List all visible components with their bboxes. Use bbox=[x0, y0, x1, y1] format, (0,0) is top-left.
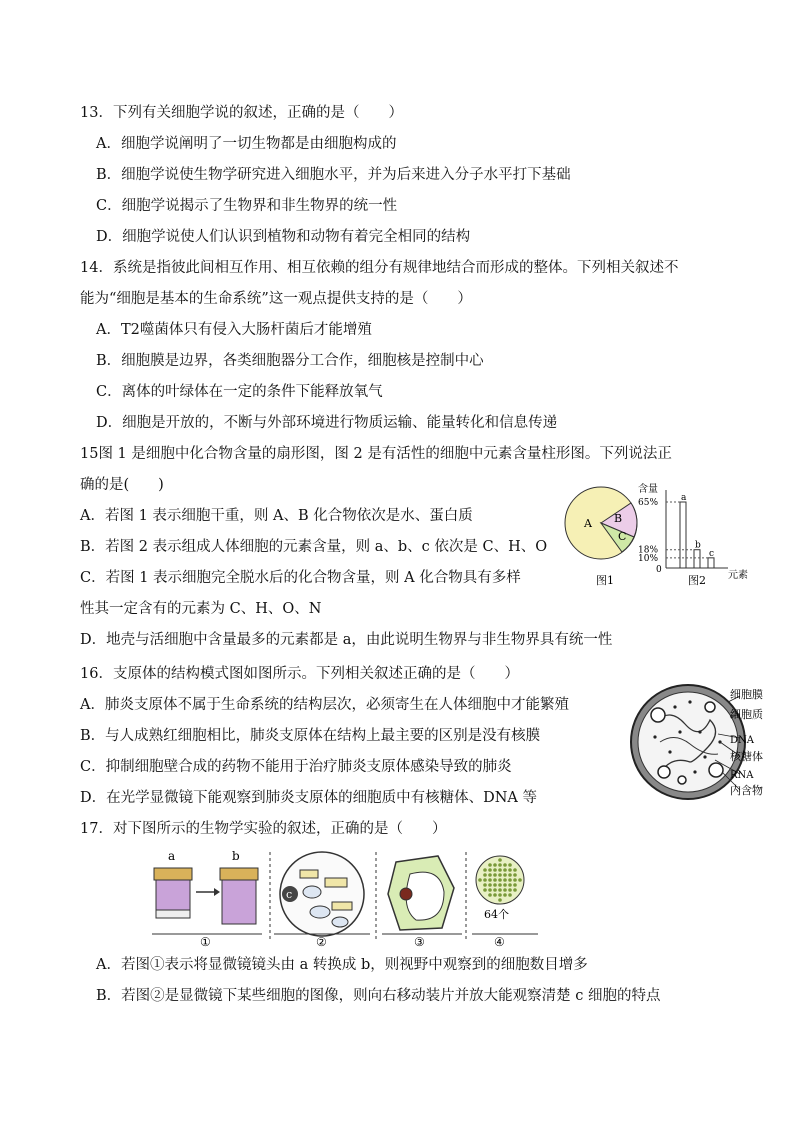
q15-bar-chart bbox=[638, 482, 748, 587]
cell-label-c: c bbox=[286, 888, 293, 901]
lens-a-body bbox=[156, 880, 190, 910]
cell-dot bbox=[503, 878, 507, 882]
arrow-head-icon bbox=[214, 888, 220, 896]
q13-option-b: B．细胞学说使生物学研究进入细胞水平，并为后来进入分子水平打下基础 bbox=[96, 167, 571, 183]
q14-option-b: B．细胞膜是边界，各类细胞器分工合作，细胞核是控制中心 bbox=[96, 353, 484, 369]
q17-figure bbox=[150, 848, 540, 948]
pie-label-b: B bbox=[614, 512, 623, 525]
cell-dot bbox=[493, 878, 497, 882]
q13-option-d: D．细胞学说使人们认识到植物和动物有着完全相同的结构 bbox=[96, 229, 471, 245]
lens-a-cap bbox=[154, 868, 192, 880]
fig2-caption: 图2 bbox=[688, 574, 706, 587]
label-dna: DNA bbox=[730, 735, 754, 746]
cell-dot bbox=[483, 878, 487, 882]
cell-dot bbox=[503, 888, 507, 892]
q16-option-b: B．与人成熟红细胞相比，肺炎支原体在结构上最主要的区别是没有核膜 bbox=[80, 728, 541, 744]
q13-option-c: C．细胞学说揭示了生物界和非生物界的统一性 bbox=[96, 198, 398, 214]
cell-dot bbox=[478, 878, 482, 882]
cell-dot bbox=[508, 878, 512, 882]
cell-dot bbox=[483, 888, 487, 892]
lens-b-cap bbox=[220, 868, 258, 880]
inclusion-body bbox=[651, 708, 665, 722]
bar-c bbox=[708, 558, 714, 568]
bar-label-a: a bbox=[681, 493, 687, 503]
y-tick-label: 18% bbox=[638, 545, 659, 556]
q15-figure bbox=[562, 480, 762, 590]
cell-dot bbox=[488, 878, 492, 882]
cell bbox=[332, 917, 348, 927]
q15-option-b: B．若图 2 表示组成人体细胞的元素含量，则 a、b、c 依次是 C、H、O bbox=[80, 539, 548, 555]
cell-dot bbox=[498, 893, 502, 897]
lens-b-body bbox=[222, 880, 256, 924]
y-axis-label: 含量 bbox=[638, 484, 658, 495]
cell bbox=[300, 870, 318, 878]
cell bbox=[332, 902, 352, 910]
cell-dot bbox=[488, 873, 492, 877]
q14-option-a: A．T2噬菌体只有侵入大肠杆菌后才能增殖 bbox=[96, 322, 372, 338]
q13-stem: 13．下列有关细胞学说的叙述，正确的是（ ） bbox=[80, 105, 403, 121]
cell-dot bbox=[513, 873, 517, 877]
cell-dot bbox=[508, 873, 512, 877]
pie-label-c: C bbox=[618, 530, 627, 543]
cell-dot bbox=[498, 863, 502, 867]
panel-3-plant-cell bbox=[382, 856, 462, 948]
cell-dot bbox=[483, 868, 487, 872]
fig1-caption: 图1 bbox=[596, 574, 614, 587]
origin-label: 0 bbox=[656, 565, 662, 575]
q16-option-d: D．在光学显微镜下能观察到肺炎支原体的细胞质中有核糖体、DNA 等 bbox=[80, 790, 538, 806]
cell-dot bbox=[493, 893, 497, 897]
cell-dot bbox=[493, 873, 497, 877]
cell-dot bbox=[483, 883, 487, 887]
panel-number-4: ④ bbox=[494, 935, 505, 948]
lens-label-a: a bbox=[168, 849, 176, 863]
lens-a-base bbox=[156, 910, 190, 918]
cell bbox=[325, 878, 347, 887]
cell-dot bbox=[498, 898, 502, 902]
label-rna: RNA bbox=[730, 770, 754, 781]
cell-dot bbox=[498, 868, 502, 872]
cell-dot bbox=[488, 863, 492, 867]
q14-option-c: C．离体的叶绿体在一定的条件下能释放氧气 bbox=[96, 384, 383, 400]
cell-dot bbox=[518, 878, 522, 882]
panel-1-lenses bbox=[152, 849, 262, 948]
cell-dot bbox=[503, 893, 507, 897]
cell-dot bbox=[513, 883, 517, 887]
q16-mycoplasma-figure bbox=[630, 672, 770, 812]
label-inclusion: 内含物 bbox=[730, 784, 763, 797]
cell-dot bbox=[503, 883, 507, 887]
cell-dot bbox=[498, 883, 502, 887]
panel-number-2: ② bbox=[316, 935, 327, 948]
q16-option-a: A．肺炎支原体不属于生命系统的结构层次，必须寄生在人体细胞中才能繁殖 bbox=[80, 697, 569, 713]
cell-dot bbox=[508, 893, 512, 897]
cell-dot bbox=[508, 863, 512, 867]
bar-b bbox=[694, 550, 700, 568]
inclusion-body bbox=[658, 766, 670, 778]
cell-dot bbox=[508, 888, 512, 892]
cell-dot bbox=[493, 888, 497, 892]
panel-4-cell-count bbox=[472, 856, 538, 948]
cell-dot bbox=[498, 873, 502, 877]
x-axis-label: 元素 bbox=[728, 570, 748, 581]
label-cytoplasm: 细胞质 bbox=[730, 708, 763, 721]
panel-number-1: ① bbox=[200, 935, 211, 948]
q16-stem: 16．支原体的结构模式图如图所示。下列相关叙述正确的是（ ） bbox=[80, 666, 519, 682]
cell-dot bbox=[488, 883, 492, 887]
cell-dot bbox=[498, 858, 502, 862]
q15-option-c-cont: 性其一定含有的元素为 C、H、O、N bbox=[80, 601, 322, 617]
pie-label-a: A bbox=[584, 517, 592, 530]
cell-dot bbox=[503, 868, 507, 872]
cell-dot bbox=[493, 868, 497, 872]
q15-stem-line1: 15图 1 是细胞中化合物含量的扇形图，图 2 是有活性的细胞中元素含量柱形图。下列说法正 bbox=[80, 446, 672, 462]
label-cell-membrane: 细胞膜 bbox=[730, 688, 763, 701]
q17-option-a: A．若图①表示将显微镜镜头由 a 转换成 b，则视野中观察到的细胞数目增多 bbox=[96, 957, 588, 973]
label-ribosome: 核糖体 bbox=[730, 750, 763, 763]
cell-dot bbox=[513, 878, 517, 882]
cell-dot bbox=[493, 863, 497, 867]
q15-option-c: C．若图 1 表示细胞完全脱水后的化合物含量，则 A 化合物具有多样 bbox=[80, 570, 521, 586]
cell bbox=[303, 886, 321, 898]
bar-label-c: c bbox=[709, 548, 715, 559]
cell-dot bbox=[488, 893, 492, 897]
q14-stem-line2: 能为“细胞是基本的生命系统”这一观点提供支持的是（ ） bbox=[80, 291, 472, 307]
count-label: 64个 bbox=[484, 908, 509, 921]
cell-dot bbox=[513, 888, 517, 892]
cell bbox=[310, 906, 330, 918]
q17-option-b: B．若图②是显微镜下某些细胞的图像，则向右移动装片并放大能观察清楚 c 细胞的特点 bbox=[96, 988, 661, 1004]
q13-option-a: A．细胞学说阐明了一切生物都是由细胞构成的 bbox=[96, 136, 397, 152]
y-tick-label: 10% bbox=[638, 553, 659, 564]
q15-stem-line2: 确的是( ) bbox=[80, 477, 164, 493]
q16-option-c: C．抑制细胞壁合成的药物不能用于治疗肺炎支原体感染导致的肺炎 bbox=[80, 759, 512, 775]
cell-dot bbox=[493, 883, 497, 887]
cell-dot bbox=[513, 868, 517, 872]
panel-2-cells bbox=[274, 852, 370, 948]
inclusion-body bbox=[709, 763, 723, 777]
cell-dot bbox=[498, 888, 502, 892]
q14-option-d: D．细胞是开放的，不断与外部环境进行物质运输、能量转化和信息传递 bbox=[96, 415, 558, 431]
panel-number-3: ③ bbox=[414, 935, 425, 948]
bar-label-b: b bbox=[695, 540, 701, 551]
cell-dot bbox=[488, 888, 492, 892]
q15-pie-chart bbox=[565, 487, 637, 587]
q14-stem-line1: 14．系统是指彼此间相互作用、相互依赖的组分有规律地结合而形成的整体。下列相关叙述不 bbox=[80, 260, 679, 276]
lens-label-b: b bbox=[232, 849, 240, 863]
cell-dot bbox=[483, 873, 487, 877]
cell-dot bbox=[508, 883, 512, 887]
inclusion-body bbox=[705, 702, 715, 712]
cell-dot bbox=[508, 868, 512, 872]
q17-stem: 17．对下图所示的生物学实验的叙述，正确的是（ ） bbox=[80, 821, 447, 837]
cell-dot bbox=[498, 878, 502, 882]
nucleus bbox=[400, 888, 412, 900]
inclusion-body bbox=[678, 776, 686, 784]
y-tick-label: 65% bbox=[638, 498, 659, 508]
cell-dot bbox=[488, 868, 492, 872]
q15-option-a: A．若图 1 表示细胞干重，则 A、B 化合物依次是水、蛋白质 bbox=[80, 508, 473, 524]
cell-dot bbox=[503, 873, 507, 877]
cell-dot bbox=[503, 863, 507, 867]
q15-option-d: D．地壳与活细胞中含量最多的元素都是 a，由此说明生物界与非生物界具有统一性 bbox=[80, 632, 613, 648]
